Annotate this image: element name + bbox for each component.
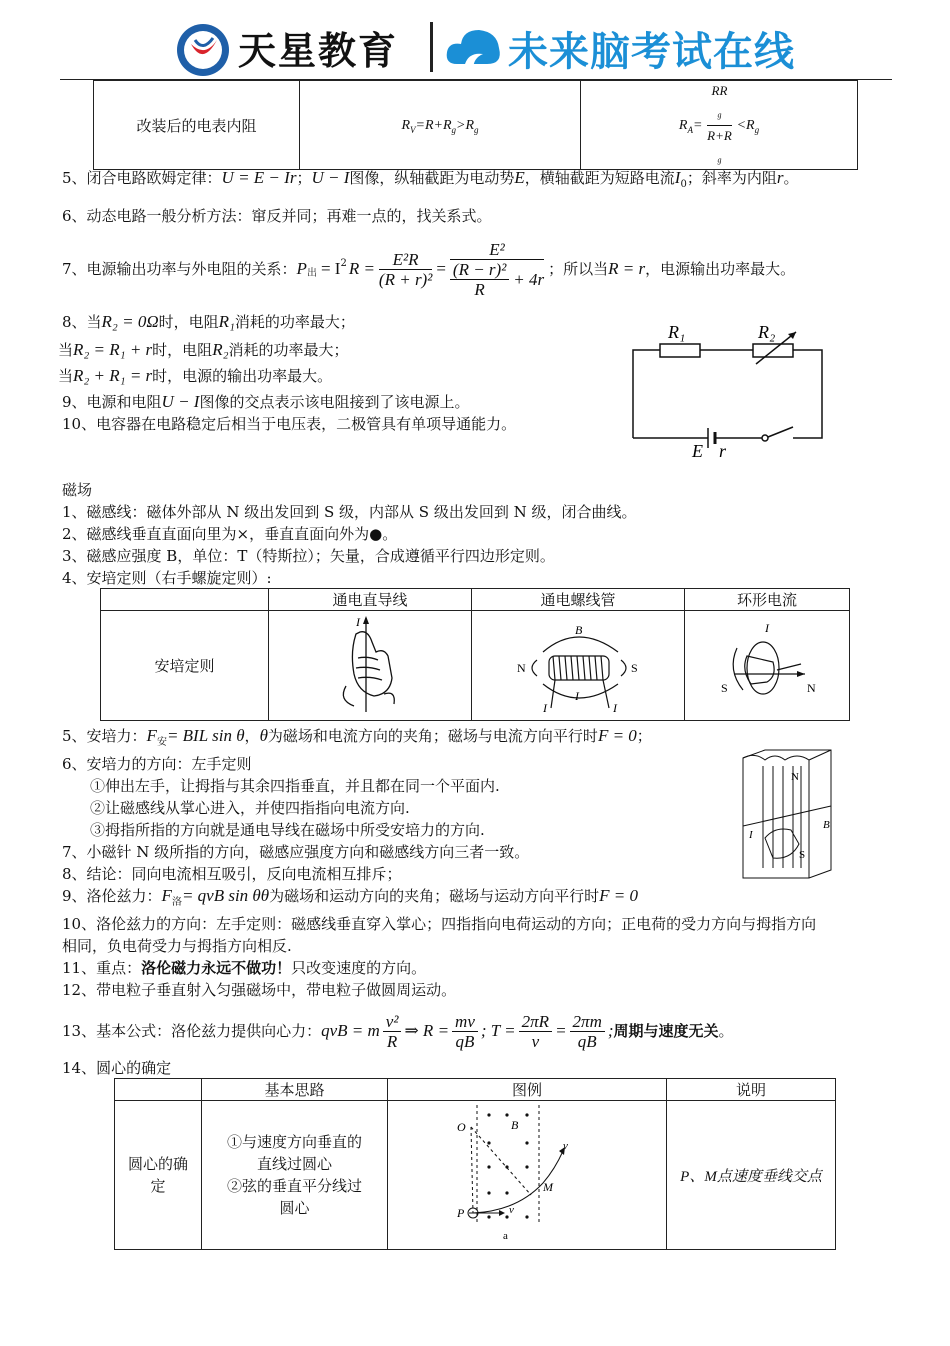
item-10: 10、电容器在电路稳定后相当于电压表，二极管具有单项导通能力。 bbox=[62, 415, 517, 433]
cloud-icon bbox=[443, 24, 505, 74]
svg-text:I: I bbox=[575, 688, 579, 703]
svg-text:N: N bbox=[517, 660, 526, 675]
header-ring-current: 环形电流 bbox=[685, 589, 850, 611]
center-note: P、M点速度垂线交点 bbox=[667, 1101, 836, 1250]
svg-text:I: I bbox=[356, 614, 360, 629]
magnet-item-8: 8、结论：同向电流相互吸引，反向电流相互排斥； bbox=[62, 865, 402, 883]
svg-text:v: v bbox=[563, 1140, 568, 1152]
magnet-item-6-2: ②让磁感线从掌心进入，并使四指指向电流方向. bbox=[90, 799, 410, 817]
row-label: 改装后的电表内阻 bbox=[94, 81, 300, 170]
svg-text:I: I bbox=[749, 829, 753, 841]
svg-text:B: B bbox=[575, 622, 583, 637]
svg-text:a: a bbox=[503, 1230, 508, 1242]
ampere-row-label: 安培定则 bbox=[101, 611, 269, 721]
circuit-diagram bbox=[628, 316, 828, 462]
magnet-item-6-3: ③拇指所指的方向就是通电导线在磁场中所受安培力的方向. bbox=[90, 821, 485, 839]
magnet-item-10a: 10、洛伦兹力的方向：左手定则：磁感线垂直穿入掌心；四指指向电荷运动的方向；正电荷的受力方向与拇指方向 bbox=[62, 915, 817, 933]
magnet-item-6-1: ①伸出左手，让拇指与其余四指垂直，并且都在同一个平面内. bbox=[90, 777, 500, 795]
center-example-figure bbox=[388, 1101, 667, 1250]
header-example: 图例 bbox=[388, 1079, 667, 1101]
svg-text:I: I bbox=[543, 700, 547, 715]
voltmeter-resistance: $R_V=R+R_g>R_g$ bbox=[300, 81, 581, 170]
center-row-label: 圆心的确定 bbox=[115, 1101, 202, 1250]
meter-resistance-table bbox=[93, 80, 858, 170]
svg-text:M: M bbox=[543, 1180, 553, 1194]
item-6: 6、动态电路一般分析方法：窜反并同；再难一点的，找关系式。 bbox=[62, 207, 492, 225]
svg-text:N: N bbox=[807, 680, 816, 695]
magnet-item-13: 13、基本公式：洛伦兹力提供向心力： qvB = m $\frac{\text{v²}}{R}$ ⇒ R = $\frac{mv}{qB}$ ; T = $\frac{2\pi R}{v}$ = $\frac{2\pi m}{qB}$ ; 周期与速度无关 。 bbox=[62, 1011, 734, 1051]
svg-text:S: S bbox=[799, 849, 806, 861]
svg-text:I: I bbox=[765, 620, 769, 635]
label-r2: R₂ bbox=[758, 322, 776, 342]
svg-text:P: P bbox=[457, 1206, 465, 1220]
svg-text:O: O bbox=[457, 1120, 466, 1134]
item-8: 8、当R₂ = 0Ω时，电阻R₁消耗的功率最大； bbox=[62, 312, 355, 331]
magnet-item-12: 12、带电粒子垂直射入匀强磁场中，带电粒子做圆周运动。 bbox=[62, 981, 457, 999]
ammeter-resistance: $R_A=$ RR $_g$ R+R $_g$ $<R_g$ bbox=[581, 81, 858, 170]
header-divider bbox=[430, 22, 433, 72]
item-8-c: 当R₂ + R₁ = r时，电源的输出功率最大。 bbox=[58, 366, 333, 385]
circle-center-table bbox=[114, 1078, 836, 1250]
magnet-item-2: 2、磁感线垂直直面向里为×，垂直直面向外为●。 bbox=[62, 525, 398, 543]
magnet-item-9: 9、洛伦兹力：$F_洛=$ qvB sin θθ为磁场和运动方向的夹角；磁场与运动方向平行时F = 0 bbox=[62, 886, 639, 908]
slogan: 未来脑考试在线 bbox=[508, 29, 795, 75]
item-9: 9、电源和电阻U − I图像的交点表示该电阻接到了该电源上。 bbox=[62, 392, 470, 411]
header-note: 说明 bbox=[667, 1079, 836, 1101]
header-idea: 基本思路 bbox=[202, 1079, 388, 1101]
magnet-item-10b: 相同，负电荷受力与拇指方向相反. bbox=[62, 937, 292, 955]
magnet-item-7: 7、小磁针 N 级所指的方向，磁感应强度方向和磁感线方向三者一致。 bbox=[62, 843, 530, 861]
straight-wire-figure bbox=[269, 611, 472, 721]
svg-text:N: N bbox=[791, 771, 799, 783]
magnet-item-5: 5、安培力：$F_安=$ BIL sin θ，θ为磁场和电流方向的夹角；磁场与电流方向平行时F = 0； bbox=[62, 726, 652, 748]
left-hand-rule-figure bbox=[735, 748, 835, 880]
brand-name: 天星教育 bbox=[238, 29, 399, 73]
magnet-item-1: 1、磁感线：磁体外部从 N 级出发回到 S 级，内部从 S 级出发回到 N 级，闭合曲线。 bbox=[62, 503, 637, 521]
center-idea: ①与速度方向垂直的 直线过圆心 ②弦的垂直平分线过 圆心 bbox=[202, 1101, 388, 1250]
svg-text:I: I bbox=[613, 700, 617, 715]
label-r1: R₁ bbox=[668, 322, 686, 342]
magnet-item-14: 14、圆心的确定 bbox=[62, 1059, 172, 1077]
header bbox=[0, 0, 950, 80]
ring-current-figure bbox=[685, 611, 850, 721]
solenoid-figure bbox=[472, 611, 685, 721]
item-5: 5、闭合电路欧姆定律：U = E − Ir；U − I图像，纵轴截距为电动势E，横轴截距为短路电流$I_0$；斜率为内阻r。 bbox=[62, 168, 799, 190]
svg-text:B: B bbox=[823, 819, 830, 831]
header-solenoid: 通电螺线管 bbox=[472, 589, 685, 611]
svg-text:S: S bbox=[631, 660, 638, 675]
section-title-magnetic: 磁场 bbox=[62, 481, 93, 499]
magnet-item-6: 6、安培力的方向：左手定则 bbox=[62, 755, 252, 773]
ampere-rule-table bbox=[100, 588, 850, 721]
svg-text:v: v bbox=[509, 1204, 514, 1216]
svg-text:S: S bbox=[721, 680, 728, 695]
logo-emblem bbox=[175, 22, 231, 78]
svg-text:B: B bbox=[511, 1118, 519, 1132]
item-8-b: 当R₂ = R₁ + r时，电阻R₂消耗的功率最大； bbox=[58, 340, 349, 359]
header-straight-wire: 通电直导线 bbox=[269, 589, 472, 611]
label-e: E bbox=[692, 441, 703, 461]
item-7: 7、电源输出功率与外电阻的关系： P $_出$ = I $^2$ R = $\frac{\text{E²R}}{\text{(R + r)²}}$ = E² $\frac{\text{(R − r)²}}{R}$ + 4r ；所以当 R = r ，电源输出功率最大。 bbox=[62, 239, 796, 299]
magnet-item-4: 4、安培定则（右手螺旋定则）: bbox=[62, 569, 272, 587]
magnet-item-11: 11、重点：洛伦磁力永远不做功！只改变速度的方向。 bbox=[62, 959, 427, 977]
label-r: r bbox=[719, 441, 727, 461]
magnet-item-3: 3、磁感应强度 B，单位：T（特斯拉）；矢量，合成遵循平行四边形定则。 bbox=[62, 547, 555, 565]
